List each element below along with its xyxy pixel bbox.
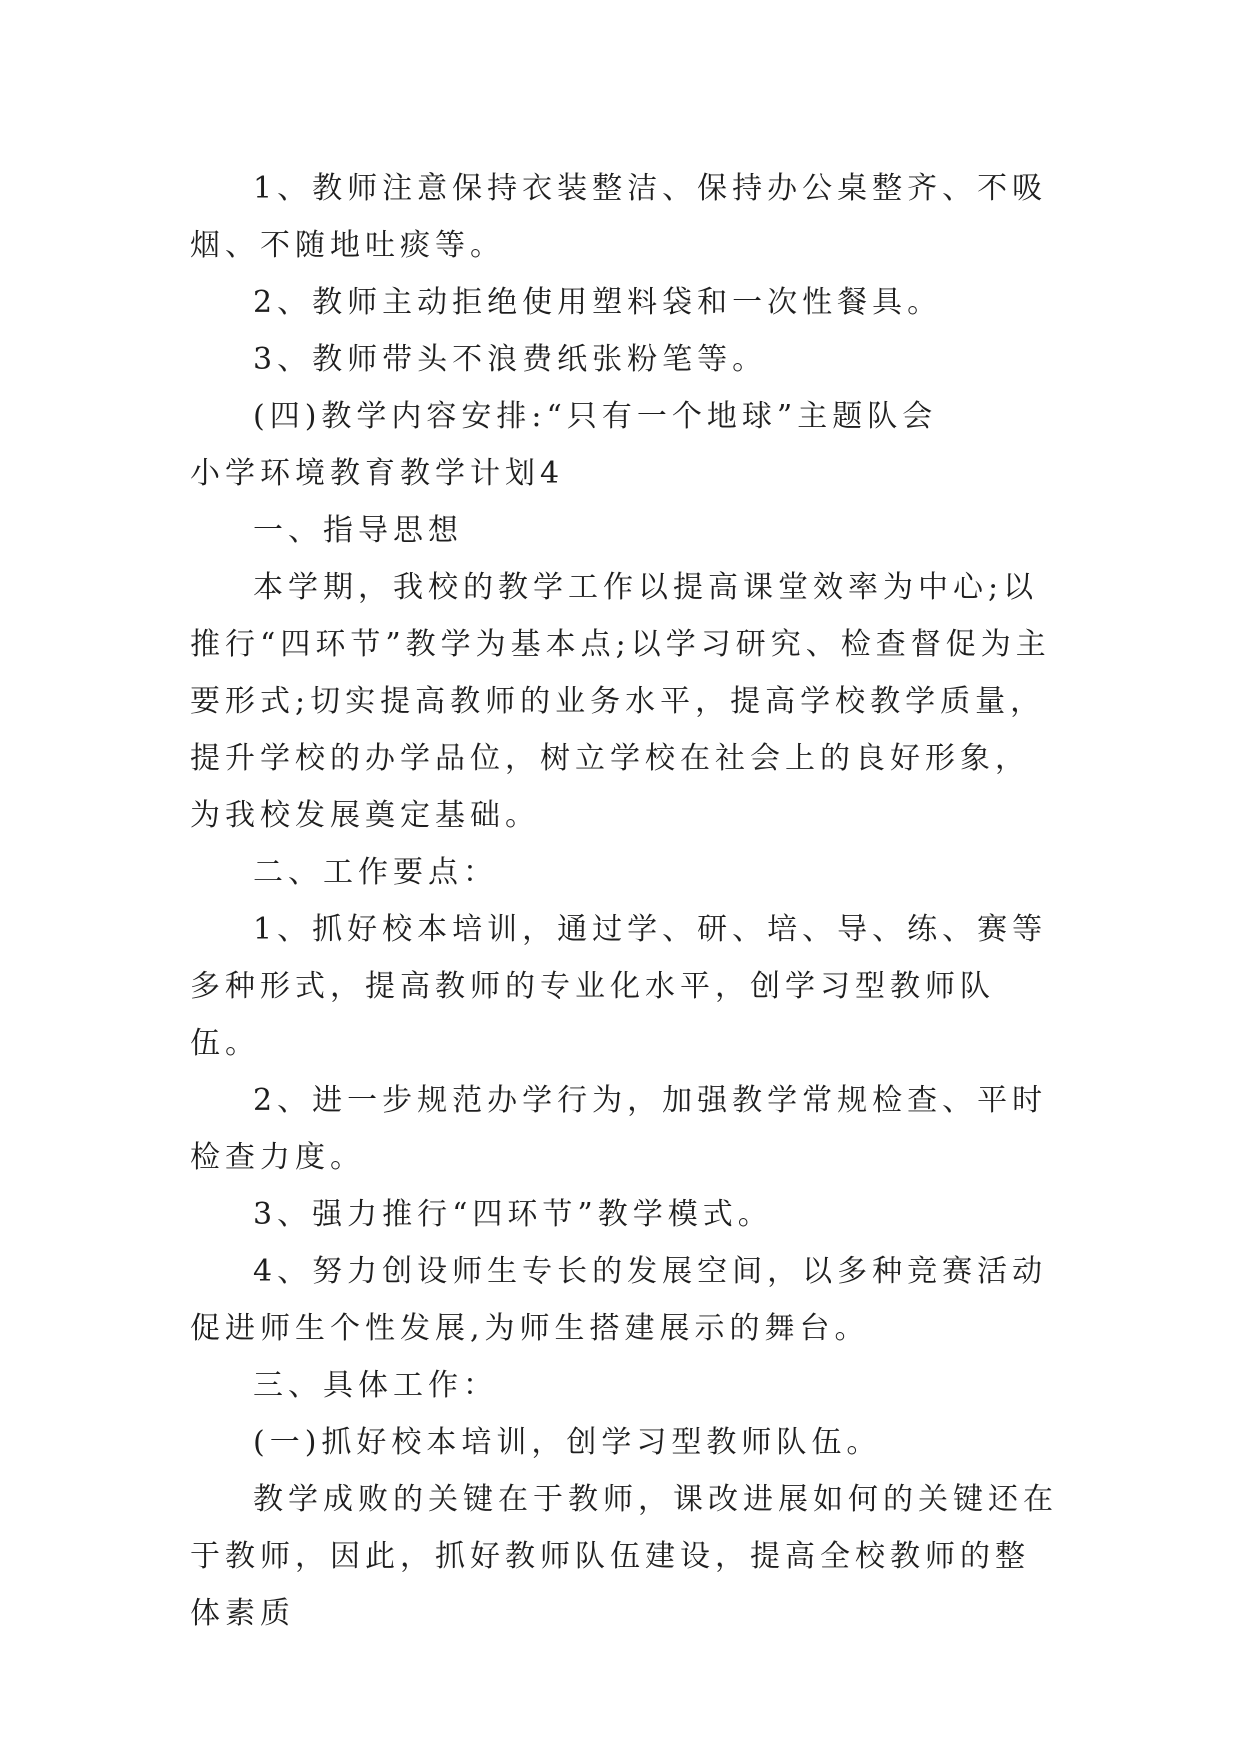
section-title: 小学环境教育教学计划4 <box>190 456 565 491</box>
subheading-training: (一)抓好校本培训，创学习型教师队伍。 <box>253 1425 882 1460</box>
heading-specific-work: 三、具体工作： <box>253 1368 498 1403</box>
paragraph-4: (四)教学内容安排:“只有一个地球”主题队会 <box>253 399 938 434</box>
work-point-1: 1、抓好校本培训，通过学、研、培、导、练、赛等多种形式，提高教师的专业化水平，创学习型教师队伍。 <box>190 912 1048 1061</box>
heading-work-points: 二、工作要点： <box>253 855 498 890</box>
work-point-2: 2、进一步规范办学行为，加强教学常规检查、平时检查力度。 <box>190 1083 1048 1175</box>
paragraph-2: 2、教师主动拒绝使用塑料袋和一次性餐具。 <box>253 285 943 320</box>
work-point-4: 4、努力创设师生专长的发展空间，以多种竞赛活动促进师生个性发展,为师生搭建展示的舞台。 <box>190 1254 1048 1346</box>
document-body <box>190 160 1060 1642</box>
heading-guiding-ideology: 一、指导思想 <box>253 513 463 548</box>
paragraph-training: 教学成败的关键在于教师，课改进展如何的关键还在于教师，因此，抓好教师队伍建设，提高全校教师的整体素质 <box>190 1482 1058 1631</box>
work-point-3: 3、强力推行“四环节”教学模式。 <box>253 1197 773 1232</box>
paragraph-1: 1、教师注意保持衣装整洁、保持办公桌整齐、不吸烟、不随地吐痰等。 <box>190 171 1048 263</box>
paragraph-3: 3、教师带头不浪费纸张粉笔等。 <box>253 342 768 377</box>
paragraph-guiding-ideology: 本学期，我校的教学工作以提高课堂效率为中心;以推行“四环节”教学为基本点;以学习研究、检查督促为主要形式;切实提高教师的业务水平，提高学校教学质量，提升学校的办学品位，树立学校在社会上的良好形象，为我校发展奠定基础。 <box>190 570 1051 833</box>
